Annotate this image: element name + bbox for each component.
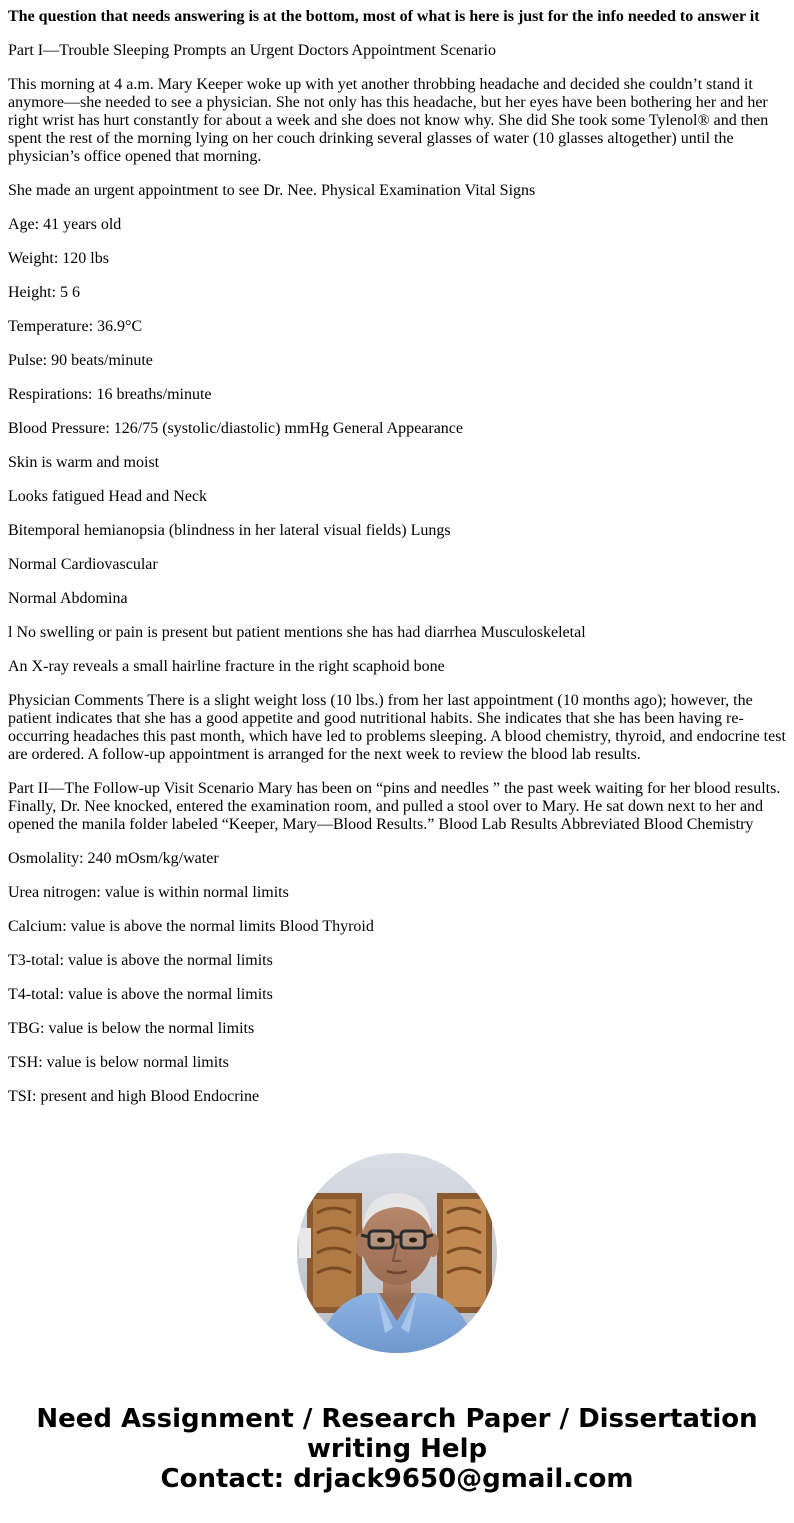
promo-contact: Contact: drjack9650@gmail.com	[160, 1464, 634, 1494]
lab-urea-nitrogen: Urea nitrogen: value is within normal limits	[8, 884, 289, 901]
physician-comments: Physician Comments There is a slight weight loss (10 lbs.) from her last appointment (10 months ago); however, the patient indicates that she has a good appetite and good nutritional habits. She indicates that she has been having re-occurring headaches this past month, which have led to problems sleeping. A blood chemistry, thyroid, and endocrine test are ordered. A follow-up appointment is arranged for the next week to review the blood lab results.	[8, 692, 786, 763]
abdominal-finding: l No swelling or pain is present but patient mentions she has had diarrhea Musculoskeletal	[8, 624, 586, 641]
vital-blood-pressure: Blood Pressure: 126/75 (systolic/diastolic) mmHg General Appearance	[8, 420, 464, 437]
cardiovascular-finding: Normal Abdomina	[8, 590, 128, 607]
vital-temperature: Temperature: 36.9°C	[8, 318, 143, 335]
promo-line-1: Need Assignment / Research Paper / Dissertation	[36, 1404, 758, 1434]
vital-height: Height: 5 6	[8, 284, 80, 301]
lab-osmolality: Osmolality: 240 mOsm/kg/water	[8, 850, 219, 867]
question-heading: The question that needs answering is at the bottom, most of what is here is just for the info needed to answer it	[8, 8, 760, 25]
lungs-finding: Normal Cardiovascular	[8, 556, 158, 573]
appearance-skin: Skin is warm and moist	[8, 454, 160, 471]
lab-tsh: TSH: value is below normal limits	[8, 1054, 229, 1071]
avatar	[297, 1153, 497, 1353]
vital-respirations: Respirations: 16 breaths/minute	[8, 386, 212, 403]
promo-banner	[0, 1404, 794, 1494]
musculoskeletal-finding: An X-ray reveals a small hairline fracture in the right scaphoid bone	[8, 658, 445, 675]
avatar-photo	[297, 1153, 497, 1353]
lab-t3-total: T3-total: value is above the normal limits	[8, 952, 273, 969]
lab-tsi: TSI: present and high Blood Endocrine	[8, 1088, 260, 1105]
lab-tbg: TBG: value is below the normal limits	[8, 1020, 255, 1037]
part1-title: Part I—Trouble Sleeping Prompts an Urgent Doctors Appointment Scenario	[8, 42, 496, 59]
vital-weight: Weight: 120 lbs	[8, 250, 109, 267]
scenario-paragraph: This morning at 4 a.m. Mary Keeper woke up with yet another throbbing headache and decided she couldn’t stand it anymore—she needed to see a physician. She not only has this headache, but her eyes have been bothering her and her right wrist has hurt constantly for about a week and she does not know why. She did She took some Tylenol® and then spent the rest of the morning lying on her couch drinking several glasses of water (10 glasses altogether) until the physician’s office opened that morning.	[8, 76, 769, 165]
part2-scenario: Part II—The Follow-up Visit Scenario Mary has been on “pins and needles ” the past week waiting for her blood results. Finally, Dr. Nee knocked, entered the examination room, and pulled a stool over to Mary. He sat down next to her and opened the manila folder labeled “Keeper, Mary—Blood Results.” Blood Lab Results Abbreviated Blood Chemistry	[8, 780, 781, 833]
vital-age: Age: 41 years old	[8, 216, 122, 233]
promo-line-2: writing Help	[306, 1434, 488, 1464]
appointment-line: She made an urgent appointment to see Dr. Nee. Physical Examination Vital Signs	[8, 182, 536, 199]
appearance-fatigue: Looks fatigued Head and Neck	[8, 488, 208, 505]
lab-calcium: Calcium: value is above the normal limits Blood Thyroid	[8, 918, 374, 935]
head-neck-finding: Bitemporal hemianopsia (blindness in her lateral visual fields) Lungs	[8, 522, 451, 539]
vital-pulse: Pulse: 90 beats/minute	[8, 352, 153, 369]
lab-t4-total: T4-total: value is above the normal limits	[8, 986, 273, 1003]
document-body	[8, 8, 788, 1122]
